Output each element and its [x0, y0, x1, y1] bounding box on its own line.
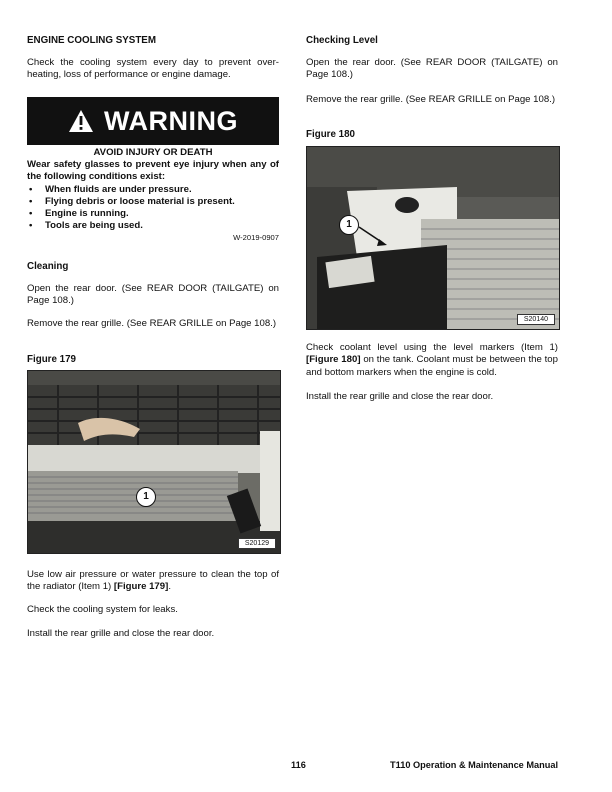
figure-180-photo [306, 146, 560, 330]
cleaning-instruction-radiator [27, 569, 279, 594]
cleaning-check-leaks: Check the cooling system for leaks. [27, 604, 178, 615]
warning-condition: • Flying debris or loose material is present. [27, 196, 279, 208]
manual-title: T110 Operation & Maintenance Manual [390, 760, 558, 770]
figure-reference: [Figure 179] [113, 581, 169, 593]
page-number: 116 [291, 760, 306, 770]
section-title-engine-cooling: ENGINE COOLING SYSTEM [27, 35, 157, 46]
figure-180-id: S20140 [517, 314, 555, 325]
level-step-open-door: Open the rear door. (See REAR DOOR (TAILGATE) on Page 108.) [306, 57, 558, 81]
warning-conditions-list [27, 184, 279, 233]
warning-code: W-2019-0907 [233, 233, 279, 242]
figure-179-label: Figure 179 [27, 354, 77, 365]
warning-lead: Wear safety glasses to prevent eye injury when any of the following conditions exist: [27, 159, 279, 183]
level-check-instruction [306, 342, 558, 379]
warning-condition: • Engine is running. [27, 208, 279, 220]
warning-triangle-icon [68, 109, 94, 133]
figure-reference: [Figure 180] [306, 354, 361, 366]
intro-paragraph: Check the cooling system every day to prevent over-heating, loss of performance or engine damage. [27, 57, 279, 81]
level-install-grille: Install the rear grille and close the rear door. [306, 391, 494, 402]
figure-179-photo [27, 370, 281, 554]
cleaning-install-grille: Install the rear grille and close the rear door. [27, 628, 215, 639]
instruction-text-end: . [168, 581, 171, 593]
instruction-text: Use low air pressure or water pressure to clean the top of the radiator (Item 1) [27, 569, 279, 593]
figure-179-callout: 1 [136, 487, 156, 507]
figure-179-id: S20129 [238, 538, 276, 549]
cleaning-step-open-door: Open the rear door. (See REAR DOOR (TAILGATE) on Page 108.) [27, 283, 279, 307]
level-step-remove-grille: Remove the rear grille. (See REAR GRILLE on Page 108.) [306, 94, 556, 105]
cleaning-step-remove-grille: Remove the rear grille. (See REAR GRILLE on Page 108.) [27, 318, 277, 329]
instruction-text: Check coolant level using the level markers (Item 1) [306, 342, 558, 353]
instruction-text-end: on the tank. Coolant must be between the top and bottom markers when the engine is cold. [306, 354, 558, 378]
figure-180-label: Figure 180 [306, 129, 356, 140]
warning-banner [27, 97, 279, 145]
figure-180-callout: 1 [339, 215, 359, 235]
section-title-checking-level: Checking Level [306, 35, 378, 46]
warning-heading: AVOID INJURY OR DEATH [93, 147, 213, 158]
warning-condition: • When fluids are under pressure. [27, 184, 279, 196]
warning-banner-text: WARNING [104, 105, 238, 136]
radiator-photo-image [28, 371, 280, 553]
warning-condition: • Tools are being used. [27, 220, 279, 232]
warning-body [27, 147, 279, 232]
coolant-tank-photo-image [307, 147, 559, 329]
section-title-cleaning: Cleaning [27, 261, 69, 272]
